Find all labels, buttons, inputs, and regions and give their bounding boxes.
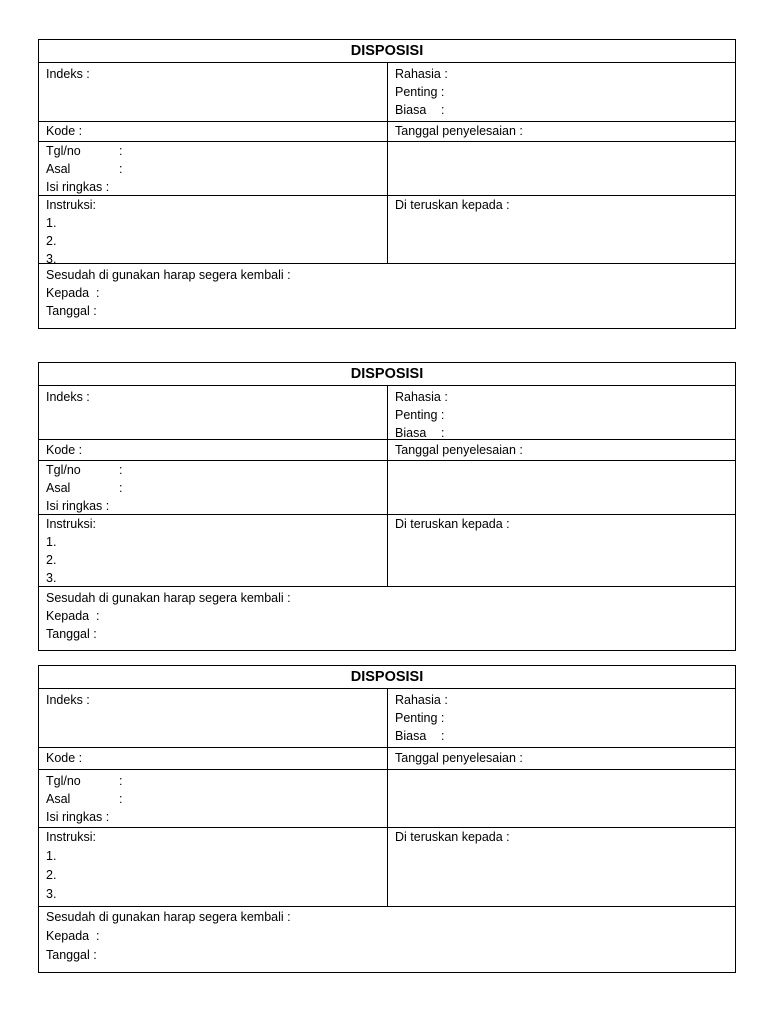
indeks-label: Indeks : xyxy=(46,390,90,404)
kode-cell xyxy=(39,122,388,141)
instruksi-item-1: 1. xyxy=(46,216,57,230)
indeks-label: Indeks : xyxy=(46,693,90,707)
kode-row xyxy=(39,748,735,770)
classification-cell xyxy=(388,386,735,439)
tanggal-label: Tanggal : xyxy=(46,304,97,318)
kode-row xyxy=(39,122,735,142)
surat-right-cell xyxy=(388,770,735,827)
biasa-line xyxy=(395,727,728,745)
form-title: DISPOSISI xyxy=(39,666,735,689)
instruksi-label: Instruksi: xyxy=(46,517,97,531)
asal-colon: : xyxy=(119,481,123,495)
kode-label: Kode : xyxy=(46,751,83,765)
tgl-no-line xyxy=(46,461,380,479)
indeks-row xyxy=(39,63,735,122)
rahasia-label: Rahasia : xyxy=(395,390,448,404)
indeks-label: Indeks : xyxy=(46,67,90,81)
surat-cell xyxy=(39,461,388,514)
sesudah-label: Sesudah di gunakan harap segera kembali : xyxy=(46,591,291,605)
biasa-colon: : xyxy=(441,729,445,743)
kembali-cell xyxy=(39,264,735,328)
isi-ringkas-label: Isi ringkas : xyxy=(46,810,110,824)
instruksi-item-1: 1. xyxy=(46,535,57,549)
biasa-colon: : xyxy=(441,426,445,440)
kembali-row xyxy=(39,587,735,650)
diteruskan-label: Di teruskan kepada : xyxy=(395,830,510,844)
tgl-no-line xyxy=(46,772,380,790)
disposisi-form-1 xyxy=(38,39,736,329)
diteruskan-cell xyxy=(388,828,735,906)
form-title: DISPOSISI xyxy=(39,40,735,63)
surat-row xyxy=(39,461,735,515)
isi-ringkas-label: Isi ringkas : xyxy=(46,180,110,194)
asal-line xyxy=(46,479,380,497)
asal-label: Asal xyxy=(46,481,71,495)
kode-row xyxy=(39,440,735,461)
rahasia-label: Rahasia : xyxy=(395,693,448,707)
instruksi-cell xyxy=(39,828,388,906)
asal-line xyxy=(46,160,380,178)
diteruskan-cell xyxy=(388,515,735,586)
surat-cell xyxy=(39,142,388,195)
diteruskan-label: Di teruskan kepada : xyxy=(395,198,510,212)
penting-label: Penting : xyxy=(395,711,445,725)
diteruskan-label: Di teruskan kepada : xyxy=(395,517,510,531)
kembali-row xyxy=(39,907,735,972)
asal-colon: : xyxy=(119,162,123,176)
asal-line xyxy=(46,790,380,808)
instruksi-item-3: 3. xyxy=(46,887,57,901)
penting-label: Penting : xyxy=(395,408,445,422)
tgl-no-colon: : xyxy=(119,144,123,158)
kepada-label: Kepada : xyxy=(46,929,100,943)
kembali-cell xyxy=(39,907,735,972)
tanggal-penyelesaian-label: Tanggal penyelesaian : xyxy=(395,443,523,457)
tanggal-label: Tanggal : xyxy=(46,948,97,962)
surat-row xyxy=(39,770,735,828)
kode-cell xyxy=(39,440,388,460)
instruksi-row xyxy=(39,515,735,587)
tanggal-penyelesaian-label: Tanggal penyelesaian : xyxy=(395,124,523,138)
form-title: DISPOSISI xyxy=(39,363,735,386)
instruksi-item-2: 2. xyxy=(46,234,57,248)
tanggal-penyelesaian-cell xyxy=(388,122,735,141)
tgl-no-line xyxy=(46,142,380,160)
indeks-row xyxy=(39,689,735,748)
biasa-label: Biasa xyxy=(395,103,427,117)
kepada-label: Kepada : xyxy=(46,286,100,300)
biasa-colon: : xyxy=(441,103,445,117)
instruksi-item-2: 2. xyxy=(46,553,57,567)
kembali-row xyxy=(39,264,735,328)
instruksi-cell xyxy=(39,515,388,586)
asal-colon: : xyxy=(119,792,123,806)
surat-right-cell xyxy=(388,461,735,514)
kembali-cell xyxy=(39,587,735,650)
rahasia-label: Rahasia : xyxy=(395,67,448,81)
disposisi-form-3 xyxy=(38,665,736,973)
tgl-no-colon: : xyxy=(119,463,123,477)
indeks-row xyxy=(39,386,735,440)
biasa-label: Biasa xyxy=(395,729,427,743)
surat-right-cell xyxy=(388,142,735,195)
asal-label: Asal xyxy=(46,792,71,806)
asal-label: Asal xyxy=(46,162,71,176)
biasa-label: Biasa xyxy=(395,426,427,440)
tanggal-label: Tanggal : xyxy=(46,627,97,641)
indeks-cell xyxy=(39,386,388,439)
classification-cell xyxy=(388,689,735,747)
instruksi-label: Instruksi: xyxy=(46,830,97,844)
indeks-cell xyxy=(39,63,388,121)
instruksi-row xyxy=(39,828,735,907)
instruksi-label: Instruksi: xyxy=(46,198,97,212)
tgl-no-label: Tgl/no xyxy=(46,144,81,158)
surat-row xyxy=(39,142,735,196)
instruksi-row xyxy=(39,196,735,264)
kepada-label: Kepada : xyxy=(46,609,100,623)
disposisi-form-2 xyxy=(38,362,736,651)
instruksi-item-2: 2. xyxy=(46,868,57,882)
tgl-no-label: Tgl/no xyxy=(46,774,81,788)
instruksi-item-3: 3. xyxy=(46,571,57,585)
indeks-cell xyxy=(39,689,388,747)
instruksi-item-1: 1. xyxy=(46,849,57,863)
kode-label: Kode : xyxy=(46,443,83,457)
instruksi-cell xyxy=(39,196,388,266)
sesudah-label: Sesudah di gunakan harap segera kembali : xyxy=(46,268,291,282)
penting-label: Penting : xyxy=(395,85,445,99)
diteruskan-cell xyxy=(388,196,735,263)
kode-label: Kode : xyxy=(46,124,83,138)
instruksi-item-3: 3. xyxy=(46,252,57,266)
tanggal-penyelesaian-cell xyxy=(388,748,735,769)
surat-cell xyxy=(39,770,388,827)
sesudah-label: Sesudah di gunakan harap segera kembali : xyxy=(46,910,291,924)
biasa-line xyxy=(395,101,728,119)
isi-ringkas-label: Isi ringkas : xyxy=(46,499,110,513)
kode-cell xyxy=(39,748,388,769)
tgl-no-colon: : xyxy=(119,774,123,788)
classification-cell xyxy=(388,63,735,121)
tanggal-penyelesaian-label: Tanggal penyelesaian : xyxy=(395,751,523,765)
tanggal-penyelesaian-cell xyxy=(388,440,735,460)
tgl-no-label: Tgl/no xyxy=(46,463,81,477)
